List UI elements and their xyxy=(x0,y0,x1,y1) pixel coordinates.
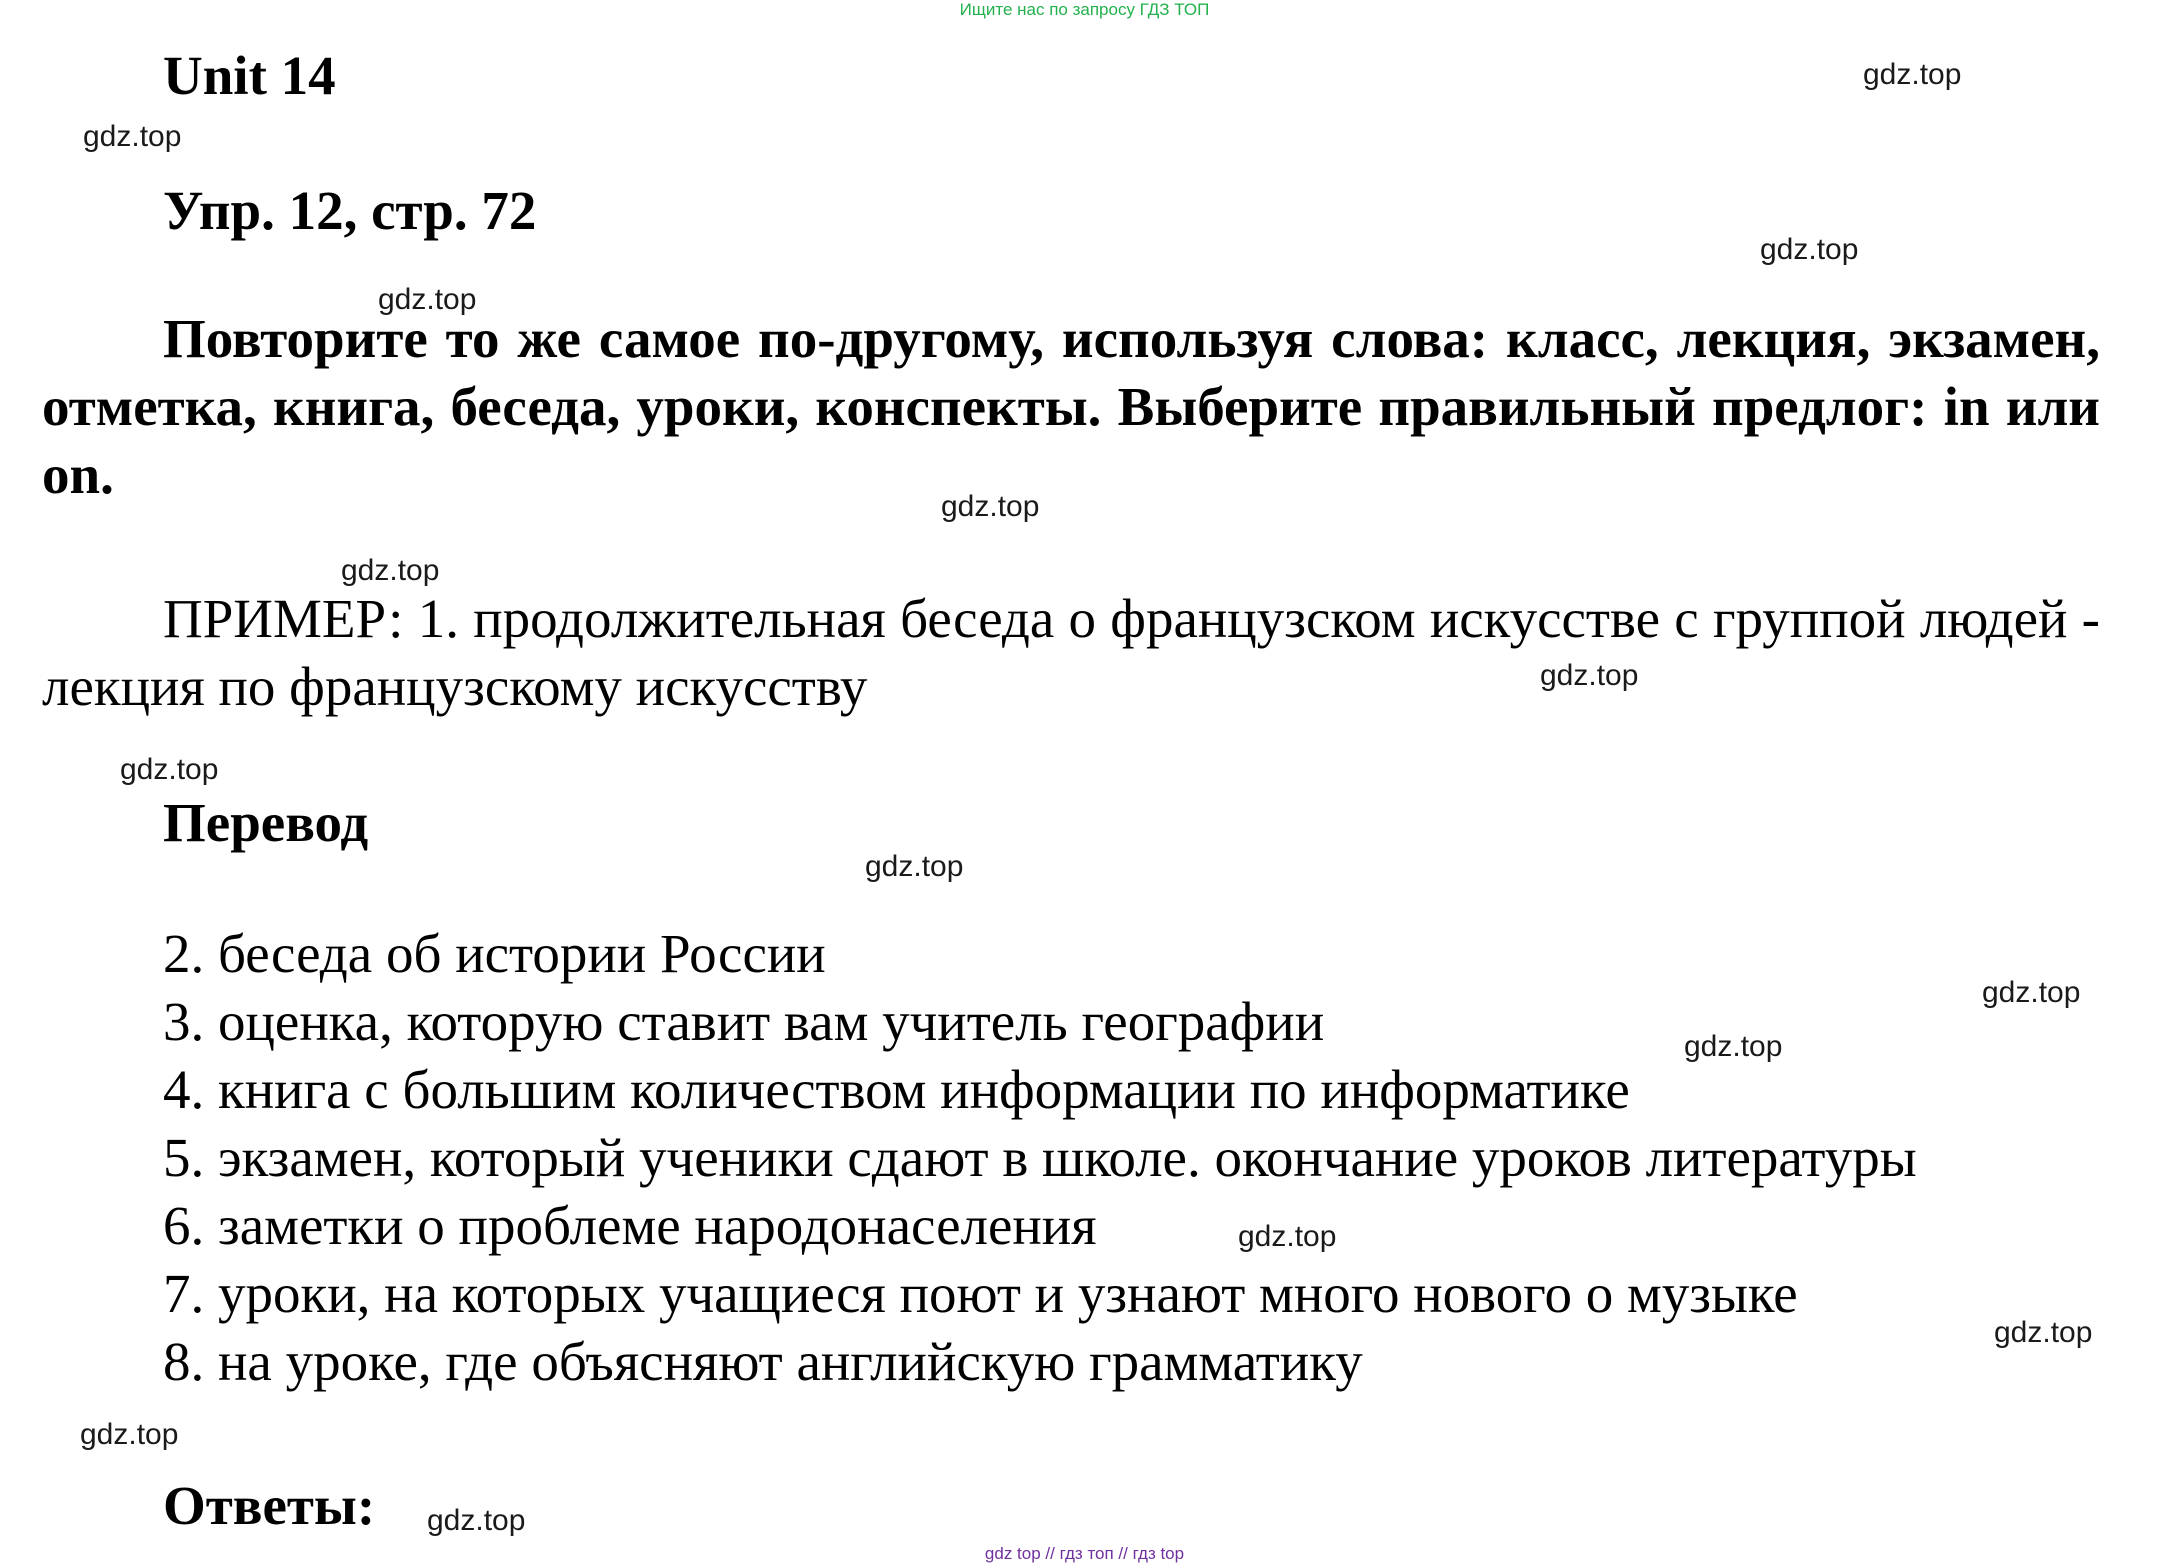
watermark: gdz.top xyxy=(1238,1220,1337,1253)
watermark: gdz.top xyxy=(427,1504,526,1537)
watermark: gdz.top xyxy=(1760,233,1859,266)
exercise-title: Упр. 12, стр. 72 xyxy=(163,180,537,241)
example-text: ПРИМЕР: 1. продолжительная беседа о французском искусстве с группой людей - лекция по французскому искусству xyxy=(42,588,2100,717)
watermark: gdz.top xyxy=(1982,976,2081,1009)
watermark: gdz.top xyxy=(120,753,219,786)
watermark: gdz.top xyxy=(1863,58,1962,91)
list-item: 7. уроки, на которых учащиеся поют и узнают много нового о музыке xyxy=(163,1263,1798,1324)
watermark: gdz.top xyxy=(80,1418,179,1451)
watermark: gdz.top xyxy=(1994,1316,2093,1349)
watermark: gdz.top xyxy=(83,120,182,153)
list-item: 4. книга с большим количеством информации по информатике xyxy=(163,1059,1630,1120)
task-text: Повторите то же самое по-другому, используя слова: класс, лекция, экзамен, отметка, книга, беседа, уроки, конспекты. Выберите правильный предлог: in или on. xyxy=(42,308,2100,505)
list-item: 3. оценка, которую ставит вам учитель географии xyxy=(163,991,1325,1052)
top-banner: Ищите нас по запросу ГДЗ ТОП xyxy=(959,0,1210,19)
unit-title: Unit 14 xyxy=(163,45,336,106)
list-item: 6. заметки о проблеме народонаселения xyxy=(163,1195,1097,1256)
watermark: gdz.top xyxy=(941,490,1040,523)
task-instructions xyxy=(42,305,2100,509)
watermark: gdz.top xyxy=(1540,659,1639,692)
watermark: gdz.top xyxy=(378,283,477,316)
translation-heading: Перевод xyxy=(163,792,369,853)
bottom-banner: gdz top // гдз топ // гдз top xyxy=(984,1544,1185,1563)
translation-list xyxy=(163,920,1917,1396)
watermark: gdz.top xyxy=(341,554,440,587)
example-paragraph xyxy=(42,585,2100,721)
watermark: gdz.top xyxy=(1684,1030,1783,1063)
answers-heading: Ответы: xyxy=(163,1475,376,1536)
list-item: 2. беседа об истории России xyxy=(163,923,826,984)
watermark: gdz.top xyxy=(865,850,964,883)
list-item: 5. экзамен, который ученики сдают в школе. окончание уроков литературы xyxy=(163,1127,1917,1188)
list-item: 8. на уроке, где объясняют английскую грамматику xyxy=(163,1331,1363,1392)
